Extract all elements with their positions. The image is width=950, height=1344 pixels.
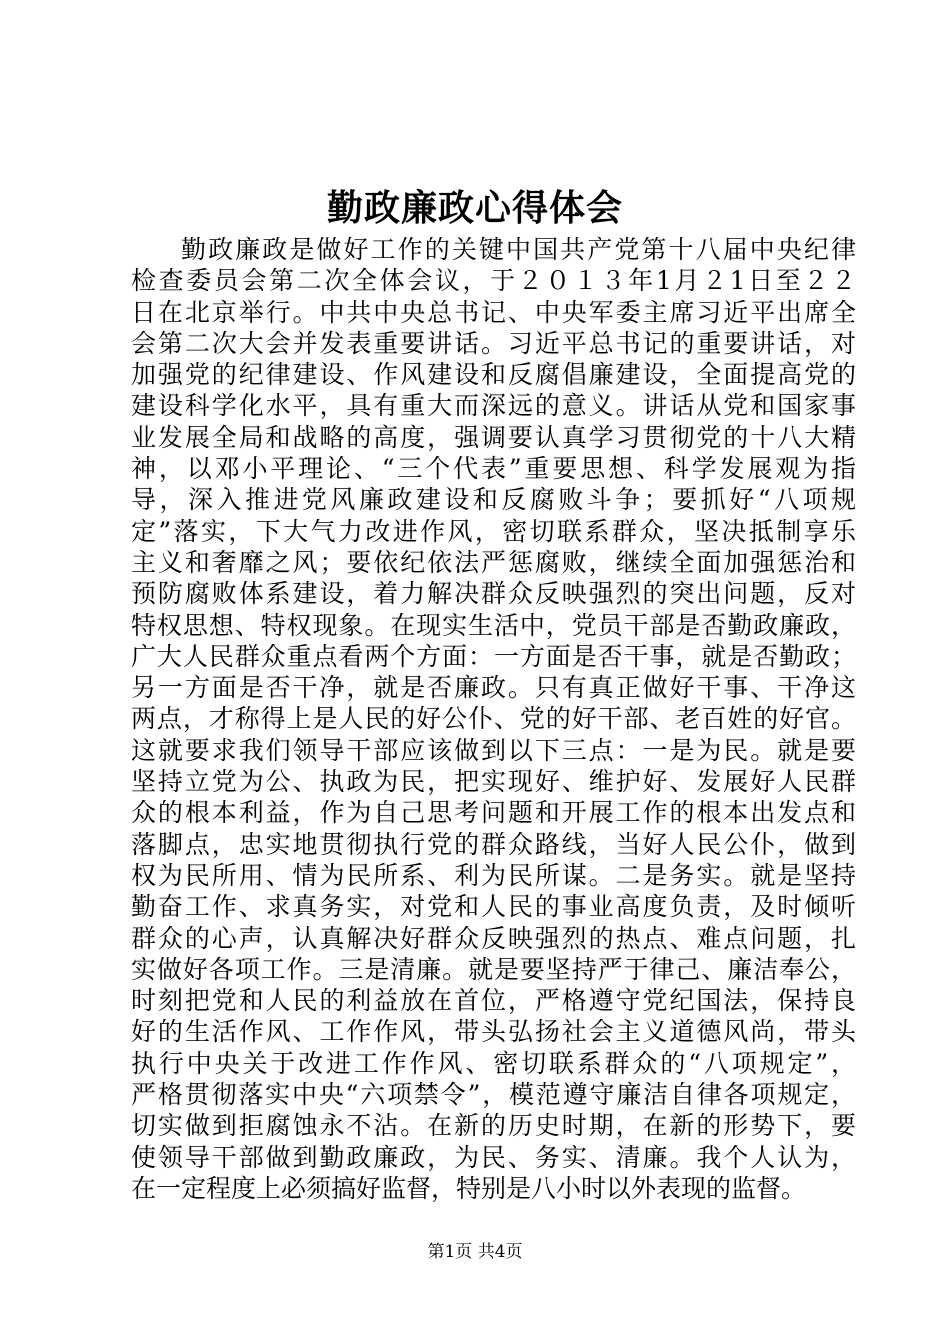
body-line: 群众的心声，认真解决好群众反映强烈的热点、难点问题，扎 bbox=[131, 923, 856, 953]
body-line: 会第二次大会并发表重要讲话。习近平总书记的重要讲话，对 bbox=[131, 328, 856, 358]
body-line: 加强党的纪律建设、作风建设和反腐倡廉建设，全面提高党的 bbox=[131, 360, 856, 390]
body-line: 定”落实，下大气力改进作风，密切联系群众，坚决抵制享乐 bbox=[131, 516, 856, 546]
body-line: 主义和奢靡之风；要依纪依法严惩腐败，继续全面加强惩治和 bbox=[131, 547, 856, 577]
body-line: 众的根本利益，作为自己思考问题和开展工作的根本出发点和 bbox=[131, 798, 856, 828]
body-line: 坚持立党为公、执政为民，把实现好、维护好、发展好人民群 bbox=[131, 767, 856, 797]
body-line: 导，深入推进党风廉政建设和反腐败斗争；要抓好“八项规 bbox=[131, 485, 856, 515]
body-line: 两点，才称得上是人民的好公仆、党的好干部、老百姓的好官。 bbox=[131, 704, 856, 734]
body-line: 建设科学化水平，具有重大而深远的意义。讲话从党和国家事 bbox=[131, 391, 856, 421]
body-line: 切实做到拒腐蚀永不沾。在新的历史时期，在新的形势下，要 bbox=[131, 1111, 856, 1141]
body-line: 使领导干部做到勤政廉政，为民、务实、清廉。我个人认为， bbox=[131, 1142, 856, 1172]
body-line: 权为民所用、情为民所系、利为民所谋。二是务实。就是坚持 bbox=[131, 860, 856, 890]
body-line: 业发展全局和战略的高度，强调要认真学习贯彻党的十八大精 bbox=[131, 422, 856, 452]
body-line: 时刻把党和人民的利益放在首位，严格遵守党纪国法，保持良 bbox=[131, 986, 856, 1016]
body-line: 日在北京举行。中共中央总书记、中央军委主席习近平出席全 bbox=[131, 297, 856, 327]
body-line: 执行中央关于改进工作作风、密切联系群众的“八项规定”， bbox=[131, 1048, 856, 1078]
body-line: 另一方面是否干净，就是否廉政。只有真正做好干事、干净这 bbox=[131, 673, 856, 703]
body-line: 勤奋工作、求真务实，对党和人民的事业高度负责，及时倾听 bbox=[131, 892, 856, 922]
document-body bbox=[131, 234, 856, 1204]
page-footer: 第1页 共4页 bbox=[427, 1242, 523, 1262]
body-line: 实做好各项工作。三是清廉。就是要坚持严于律己、廉洁奉公， bbox=[131, 954, 856, 984]
body-line: 检查委员会第二次全体会议，于２０１３年1月２1日至２２ bbox=[131, 266, 856, 296]
body-line: 特权思想、特权现象。在现实生活中，党员干部是否勤政廉政， bbox=[131, 610, 856, 640]
body-line: 在一定程度上必须搞好监督，特别是八小时以外表现的监督。 bbox=[131, 1173, 807, 1203]
body-line: 严格贯彻落实中央“六项禁令”，模范遵守廉洁自律各项规定， bbox=[131, 1080, 856, 1110]
body-line: 好的生活作风、工作作风，带头弘扬社会主义道德风尚，带头 bbox=[131, 1017, 856, 1047]
body-line: 预防腐败体系建设，着力解决群众反映强烈的突出问题，反对 bbox=[131, 579, 856, 609]
body-line: 广大人民群众重点看两个方面：一方面是否干事，就是否勤政； bbox=[131, 641, 856, 671]
body-line: 勤政廉政是做好工作的关键中国共产党第十八届中央纪律 bbox=[181, 235, 856, 264]
body-line: 落脚点，忠实地贯彻执行党的群众路线，当好人民公仆，做到 bbox=[131, 829, 856, 859]
body-line: 这就要求我们领导干部应该做到以下三点：一是为民。就是要 bbox=[131, 735, 856, 765]
document-title: 勤政廉政心得体会 bbox=[326, 187, 623, 229]
body-line: 神，以邓小平理论、“三个代表”重要思想、科学发展观为指 bbox=[131, 454, 856, 484]
